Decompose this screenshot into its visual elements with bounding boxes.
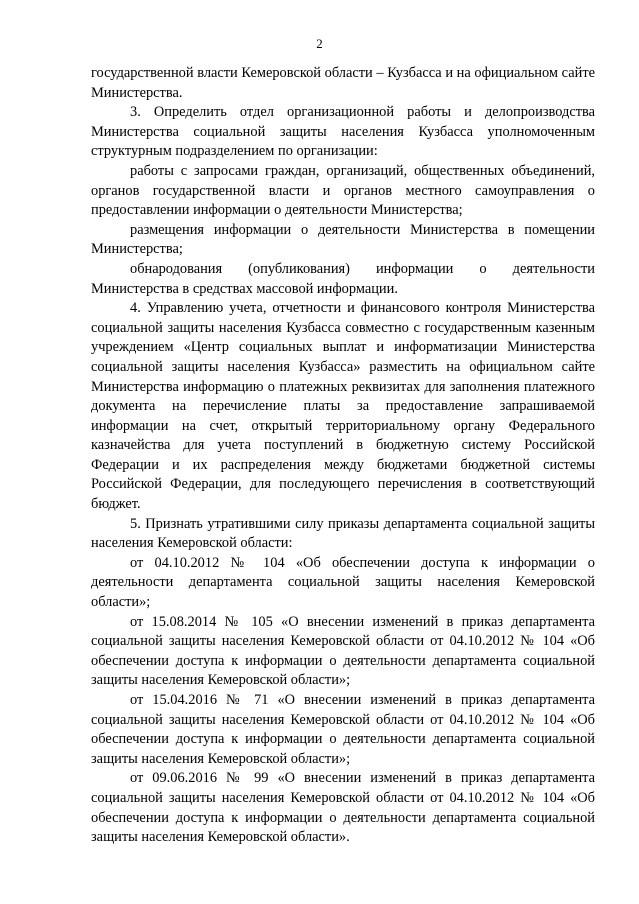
paragraph-subitem: размещения информации о деятельности Министерства в помещении Министерства;: [91, 221, 595, 258]
paragraph-continuation: государственной власти Кемеровской области – Кузбасса и на официальном сайте Министерства.: [91, 65, 595, 101]
paragraph-item-4: 4. Управлению учета, отчетности и финансового контроля Министерства социальной защиты населения Кузбасса совместно с государственным казенным учреждением «Центр социальных выплат и информатизации Министерства социальной защиты населения Кузбасса» разместить на официальном сайте Министерства информацию о платежных реквизитах для заполнения платежного документа на перечисление платы за предоставление запрашиваемой информации на счет, открытый территориальному органу Федерального казначейства для учета поступлений в бюджетную систему Российской Федерации и их распределения между бюджетами бюджетной системы Российской Федерации, для последующего перечисления в соответствующий бюджет.: [91, 300, 595, 513]
paragraph-subitem: от 15.08.2014 № 105 «О внесении изменений в приказ департамента социальной защиты населения Кемеровской области от 04.10.2012 № 104 «Об обеспечении доступа к информации о деятельности департамента социальной защиты населения Кемеровской области»;: [91, 613, 595, 689]
paragraph-subitem: от 15.04.2016 № 71 «О внесении изменений в приказ департамента социальной защиты населения Кемеровской области от 04.10.2012 № 104 «Об обеспечении доступа к информации о деятельности департамента социальной защиты населения Кемеровской области»;: [91, 692, 595, 767]
paragraph-item-3: 3. Определить отдел организационной работы и делопроизводства Министерства социальной защиты населения Кузбасса уполномоченным структурным подразделением по организации:: [91, 104, 595, 160]
paragraph-subitem: работы с запросами граждан, организаций, общественных объединений, органов государственной власти и органов местного самоуправления о предоставлении информации о деятельности Министерства;: [91, 162, 595, 219]
paragraph-subitem: от 09.06.2016 № 99 «О внесении изменений в приказ департамента социальной защиты населения Кемеровской области от 04.10.2012 № 104 «Об обеспечении доступа к информации о деятельности департамента социальной защиты населения Кемеровской области».: [91, 770, 595, 846]
page-number: 2: [316, 36, 323, 51]
paragraph-subitem: обнародования (опубликования) информации о деятельности Министерства в средствах массовой информации.: [91, 260, 595, 297]
document-body: [91, 64, 595, 848]
paragraph-subitem: от 04.10.2012 № 104 «Об обеспечении доступа к информации о деятельности департамента социальной защиты населения Кемеровской области»;: [91, 554, 595, 611]
paragraph-item-5: 5. Признать утратившими силу приказы департамента социальной защиты населения Кемеровской области:: [91, 515, 595, 552]
